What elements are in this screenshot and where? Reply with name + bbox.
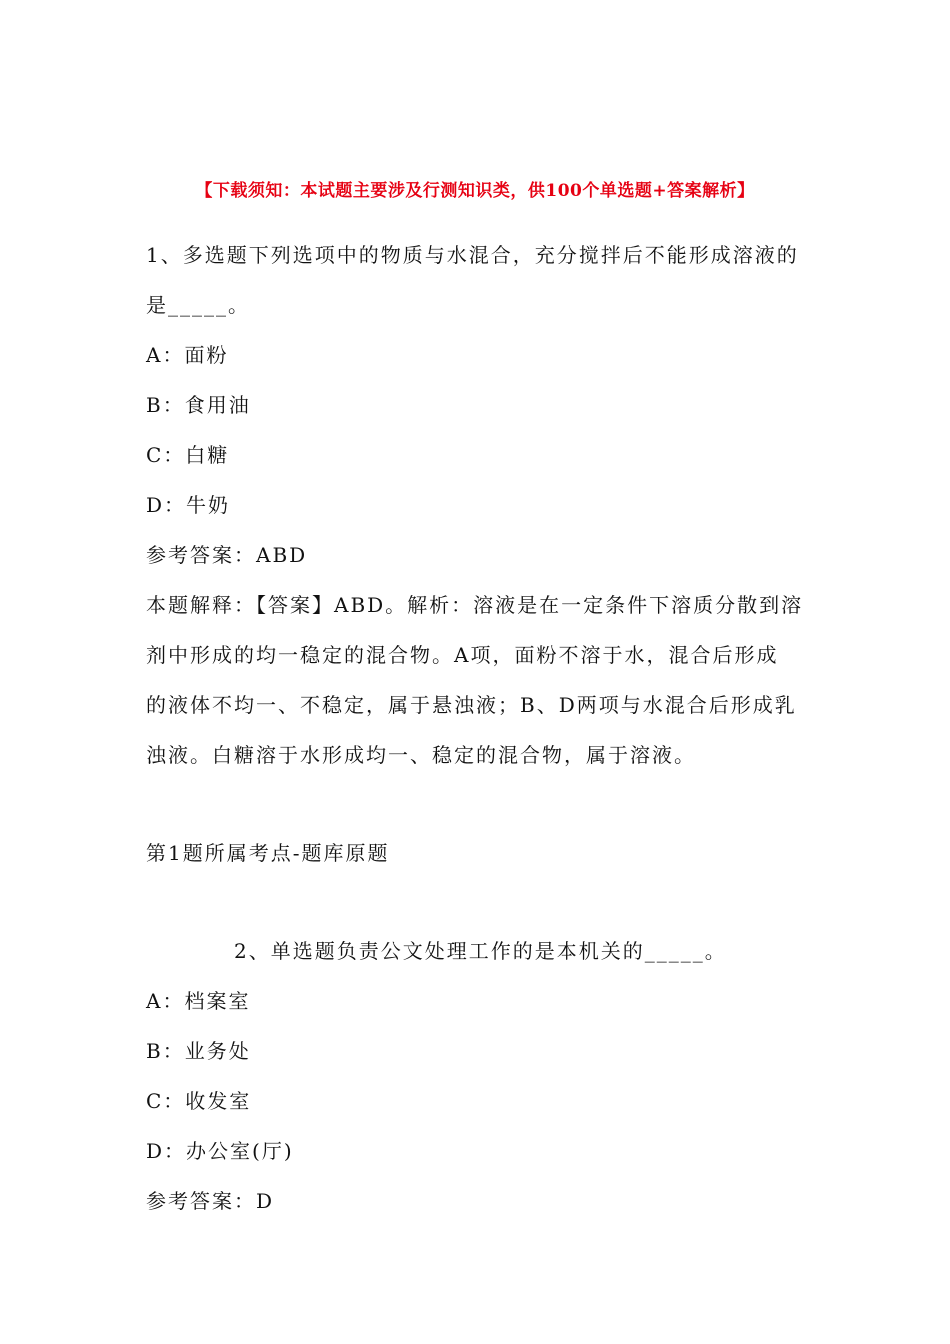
q1-explanation-line4: 浊液。白糖溶于水形成均一、稳定的混合物，属于溶液。 [146,743,696,767]
q1-option-b: B：食用油 [146,393,251,417]
q2-option-a: A：档案室 [146,989,251,1013]
q2-option-b: B：业务处 [146,1039,251,1063]
q1-explanation-line1: 本题解释：【答案】ABD。解析：溶液是在一定条件下溶质分散到溶 [146,593,804,617]
q2-stem: 2、单选题负责公文处理工作的是本机关的_____。 [234,939,727,963]
q1-explanation-line2: 剂中形成的均一稳定的混合物。A项，面粉不溶于水，混合后形成 [146,643,779,667]
q1-explanation-line3: 的液体不均一、不稳定，属于悬浊液；B、D两项与水混合后形成乳 [146,693,797,717]
q1-stem-line2: 是_____。 [146,293,250,317]
document-body [146,230,810,1226]
q1-option-a: A：面粉 [146,343,229,367]
q1-source: 第1题所属考点-题库原题 [146,841,390,865]
q1-option-c: C：白糖 [146,443,230,467]
q1-option-d: D：牛奶 [146,493,231,517]
download-notice: 【下载须知：本试题主要涉及行测知识类，供100个单选题+答案解析】 [195,181,755,201]
q2-option-c: C：收发室 [146,1089,252,1113]
q2-answer: 参考答案：D [146,1189,275,1213]
q2-option-d: D：办公室(厅) [146,1139,294,1163]
q1-answer: 参考答案：ABD [146,543,308,567]
q1-stem-line1: 1、多选题下列选项中的物质与水混合，充分搅拌后不能形成溶液的 [146,243,799,267]
